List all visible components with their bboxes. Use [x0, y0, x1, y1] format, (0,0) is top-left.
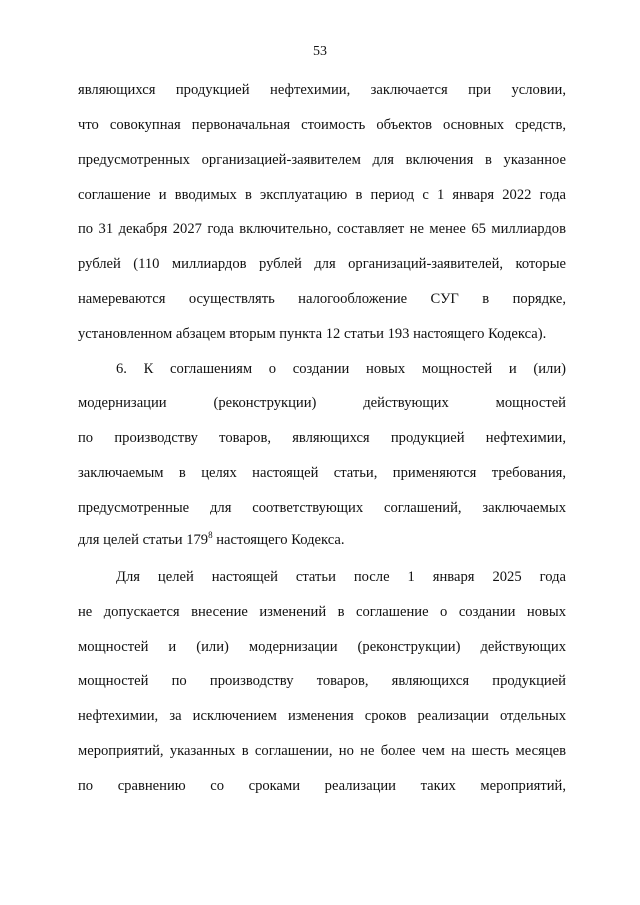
text-line: рублей (110 миллиардов рублей для организаций-заявителей, которые: [78, 256, 566, 272]
text-line-with-superscript: [78, 531, 566, 549]
text-line: предусмотренных организацией-заявителем для включения в указанное: [78, 152, 566, 168]
paragraph-start-line: Для целей настоящей статьи после 1 января 2025 года: [116, 569, 566, 585]
text-line: по 31 декабря 2027 года включительно, составляет не менее 65 миллиардов: [78, 221, 566, 237]
line-text: для целей статьи 179: [78, 532, 209, 548]
text-line: что совокупная первоначальная стоимость объектов основных средств,: [78, 117, 566, 133]
text-line: заключаемым в целях настоящей статьи, применяются требования,: [78, 465, 566, 481]
line-tail: настоящего Кодекса.: [212, 532, 345, 548]
text-line: соглашение и вводимых в эксплуатацию в период с 1 января 2022 года: [78, 187, 566, 203]
article-superscript: 8: [208, 530, 213, 540]
text-line: по производству товаров, являющихся продукцией нефтехимии,: [78, 430, 566, 446]
text-line: нефтехимии, за исключением изменения сроков реализации отдельных: [78, 708, 566, 724]
text-line: мощностей и (или) модернизации (реконструкции) действующих: [78, 639, 566, 655]
text-line: мощностей по производству товаров, являющихся продукцией: [78, 673, 566, 689]
paragraph-start-line: 6. К соглашениям о создании новых мощностей и (или): [116, 361, 566, 377]
page-number: 53: [313, 44, 327, 59]
text-line: намереваются осуществлять налогообложение СУГ в порядке,: [78, 291, 566, 307]
text-line: являющихся продукцией нефтехимии, заключается при условии,: [78, 82, 566, 98]
text-line: мероприятий, указанных в соглашении, но не более чем на шесть месяцев: [78, 743, 566, 759]
text-line: модернизации (реконструкции) действующих мощностей: [78, 395, 566, 411]
text-line: установленном абзацем вторым пункта 12 статьи 193 настоящего Кодекса).: [78, 326, 547, 342]
text-line: не допускается внесение изменений в соглашение о создании новых: [78, 604, 566, 620]
text-line: по сравнению со сроками реализации таких мероприятий,: [78, 778, 566, 794]
text-line: предусмотренные для соответствующих соглашений, заключаемых: [78, 500, 566, 516]
